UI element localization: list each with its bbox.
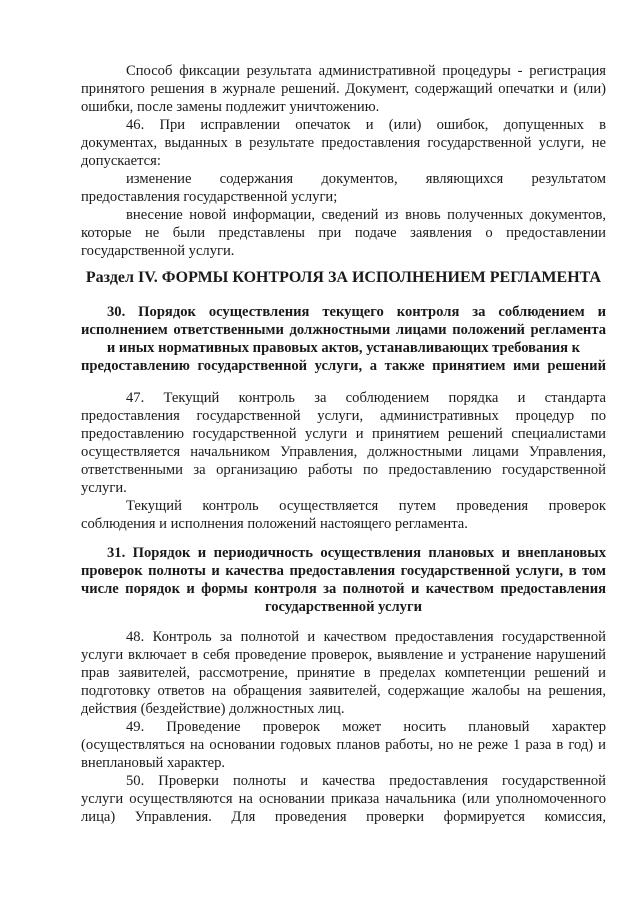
text-line: внесение новой информации, сведений из вновь полученных документов, [126,207,606,223]
text-line: предоставлению государственной услуги и принятием решений специалистами [81,426,606,442]
paragraph-46-item-b [81,206,606,260]
text-line: осуществляется начальником Управления, должностными лицами Управления, [81,444,606,460]
section-title: Раздел IV. ФОРМЫ КОНТРОЛЯ ЗА ИСПОЛНЕНИЕМ РЕГЛАМЕНТА [85,269,602,286]
text-line: (осуществляться на основании годовых планов работы, но не реже 1 раза в год) и [81,737,606,753]
heading-line: государственной услуги [264,599,423,615]
text-line: подготовку ответов на обращения заявителей, содержащие жалобы на решения, [81,683,606,699]
text-line: государственной услуги. [81,243,235,259]
text-line: 49. Проведение проверок может носить плановый характер [126,719,606,735]
paragraph-49 [81,718,606,772]
text-line: лица) Управления. Для проведения проверки формируется комиссия, [81,809,606,825]
paragraph-50 [81,772,606,826]
heading-31 [81,544,606,616]
heading-line: и иных нормативных правовых актов, устанавливающих требования к [106,340,581,356]
text-line: 48. Контроль за полнотой и качеством предоставления государственной [126,629,606,645]
text-line: Текущий контроль осуществляется путем проведения проверок [126,498,606,514]
text-line: предоставления государственной услуги; [81,189,338,205]
text-line: услуги осуществляются на основании приказа начальника (или уполномоченного [81,791,606,807]
text-line: ошибки, после замены подлежит уничтожению. [81,99,380,115]
paragraph-48 [81,628,606,718]
text-line: документах, выданных в результате предоставления государственной услуги, не [81,135,606,151]
heading-line: 31. Порядок и периодичность осуществления плановых и внеплановых [107,545,606,561]
text-line: услуги. [81,480,127,496]
text-line: 46. При исправлении опечаток и (или) ошибок, допущенных в [126,117,606,133]
heading-line: исполнением ответственными должностными лицами положений регламента [81,322,606,338]
text-line: соблюдения и исполнения положений настоящего регламента. [81,516,468,532]
text-line: Способ фиксации результата административной процедуры - регистрация [126,63,606,79]
text-line: допускается: [81,153,161,169]
text-line: услуги включает в себя проведение проверок, выявление и устранение нарушений [81,647,606,663]
paragraph-result-fixation [81,62,606,116]
text-line: изменение содержания документов, являющихся результатом [126,171,606,187]
heading-30 [81,303,606,375]
text-line: прав заявителей, рассмотрение, принятие в пределах компетенции решений и [81,665,606,681]
text-line: ответственными за организацию работы по предоставлению государственной [81,462,606,478]
text-line: которые не были представлены при подаче заявления о предоставлении [81,225,606,241]
paragraph-47-continued [81,497,606,533]
text-line: действия (бездействие) должностных лиц. [81,701,345,717]
text-line: предоставления государственной услуги, административных процедур по [81,408,606,424]
text-line: принятого решения в журнале решений. Документ, содержащий опечатки и (или) [81,81,606,97]
text-line: 50. Проверки полноты и качества предоставления государственной [126,773,606,789]
text-line: внеплановый характер. [81,755,226,771]
text-line: 47. Текущий контроль за соблюдением порядка и стандарта [126,390,606,406]
heading-line: предоставлению государственной услуги, а также принятием ими решений [81,358,606,374]
heading-line: проверок полноты и качества предоставления государственной услуги, в том [81,563,606,579]
heading-line: 30. Порядок осуществления текущего контроля за соблюдением и [107,304,606,320]
heading-line: числе порядок и формы контроля за полнотой и качеством предоставления [81,581,606,597]
paragraph-46 [81,116,606,170]
paragraph-47 [81,389,606,497]
paragraph-46-item-a [81,170,606,206]
